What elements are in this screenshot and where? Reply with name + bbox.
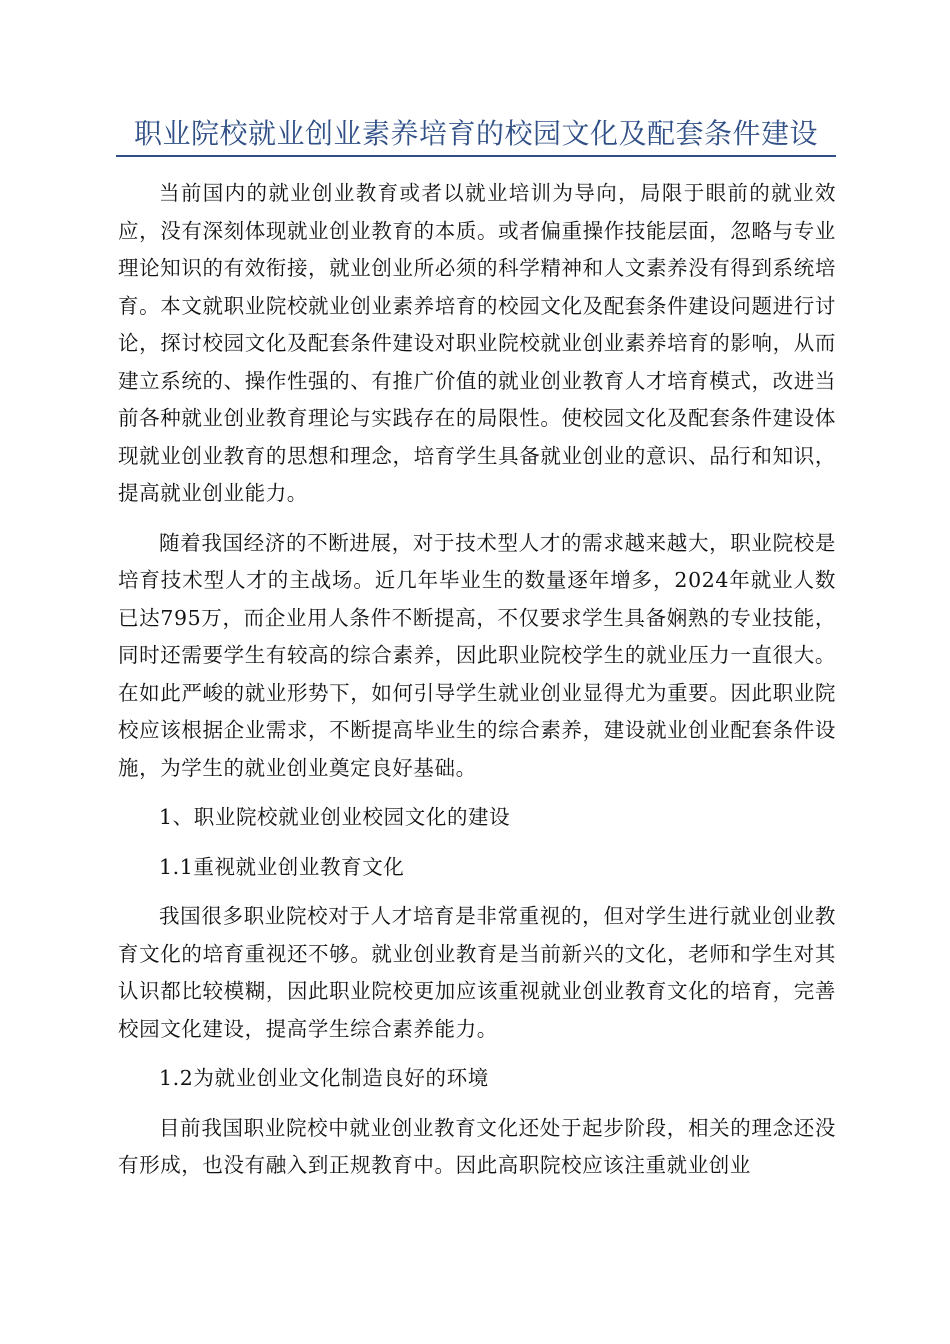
subsection-heading-1-2: 1.2为就业创业文化制造良好的环境: [159, 1066, 489, 1090]
section-heading-1: 1、职业院校就业创业校园文化的建设: [159, 805, 511, 829]
document-title: 职业院校就业创业素养培育的校园文化及配套条件建设: [133, 117, 818, 150]
paragraph-1-1: 我国很多职业院校对于人才培育是非常重视的，但对学生进行就业创业教育文化的培育重视还不够。就业创业教育是当前新兴的文化，老师和学生对其认识都比较模糊，因此职业院校更加应该重视就业创业教育文化的培育，完善校园文化建设，提高学生综合素养能力。: [118, 904, 836, 1041]
title-underline: [116, 155, 836, 157]
paragraph-1-2: 目前我国职业院校中就业创业教育文化还处于起步阶段，相关的理念还没有形成，也没有融入到正规教育中。因此高职院校应该注重就业创业: [118, 1115, 836, 1177]
paragraph-background: 随着我国经济的不断进展，对于技术型人才的需求越来越大，职业院校是培育技术型人才的主战场。近几年毕业生的数量逐年增多，2024年就业人数已达795万，而企业用人条件不断提高，不仅要求学生具备娴熟的专业技能，同时还需要学生有较高的综合素养，因此职业院校学生的就业压力一直很大。在如此严峻的就业形势下，如何引导学生就业创业显得尤为重要。因此职业院校应该根据企业需求，不断提高毕业生的综合素养，建设就业创业配套条件设施，为学生的就业创业奠定良好基础。: [118, 530, 836, 780]
subsection-heading-1-1: 1.1重视就业创业教育文化: [159, 854, 405, 879]
document-body: [118, 175, 836, 1197]
paragraph-intro: 当前国内的就业创业教育或者以就业培训为导向，局限于眼前的就业效应，没有深刻体现就业创业教育的本质。或者偏重操作技能层面，忽略与专业理论知识的有效衔接，就业创业所必须的科学精神和人文素养没有得到系统培育。本文就职业院校就业创业素养培育的校园文化及配套条件建设问题进行讨论，探讨校园文化及配套条件建设对职业院校就业创业素养培育的影响，从而建立系统的、操作性强的、有推广价值的就业创业教育人才培育模式，改进当前各种就业创业教育理论与实践存在的局限性。使校园文化及配套条件建设体现就业创业教育的思想和理念，培育学生具备就业创业的意识、品行和知识，提高就业创业能力。: [118, 181, 836, 505]
